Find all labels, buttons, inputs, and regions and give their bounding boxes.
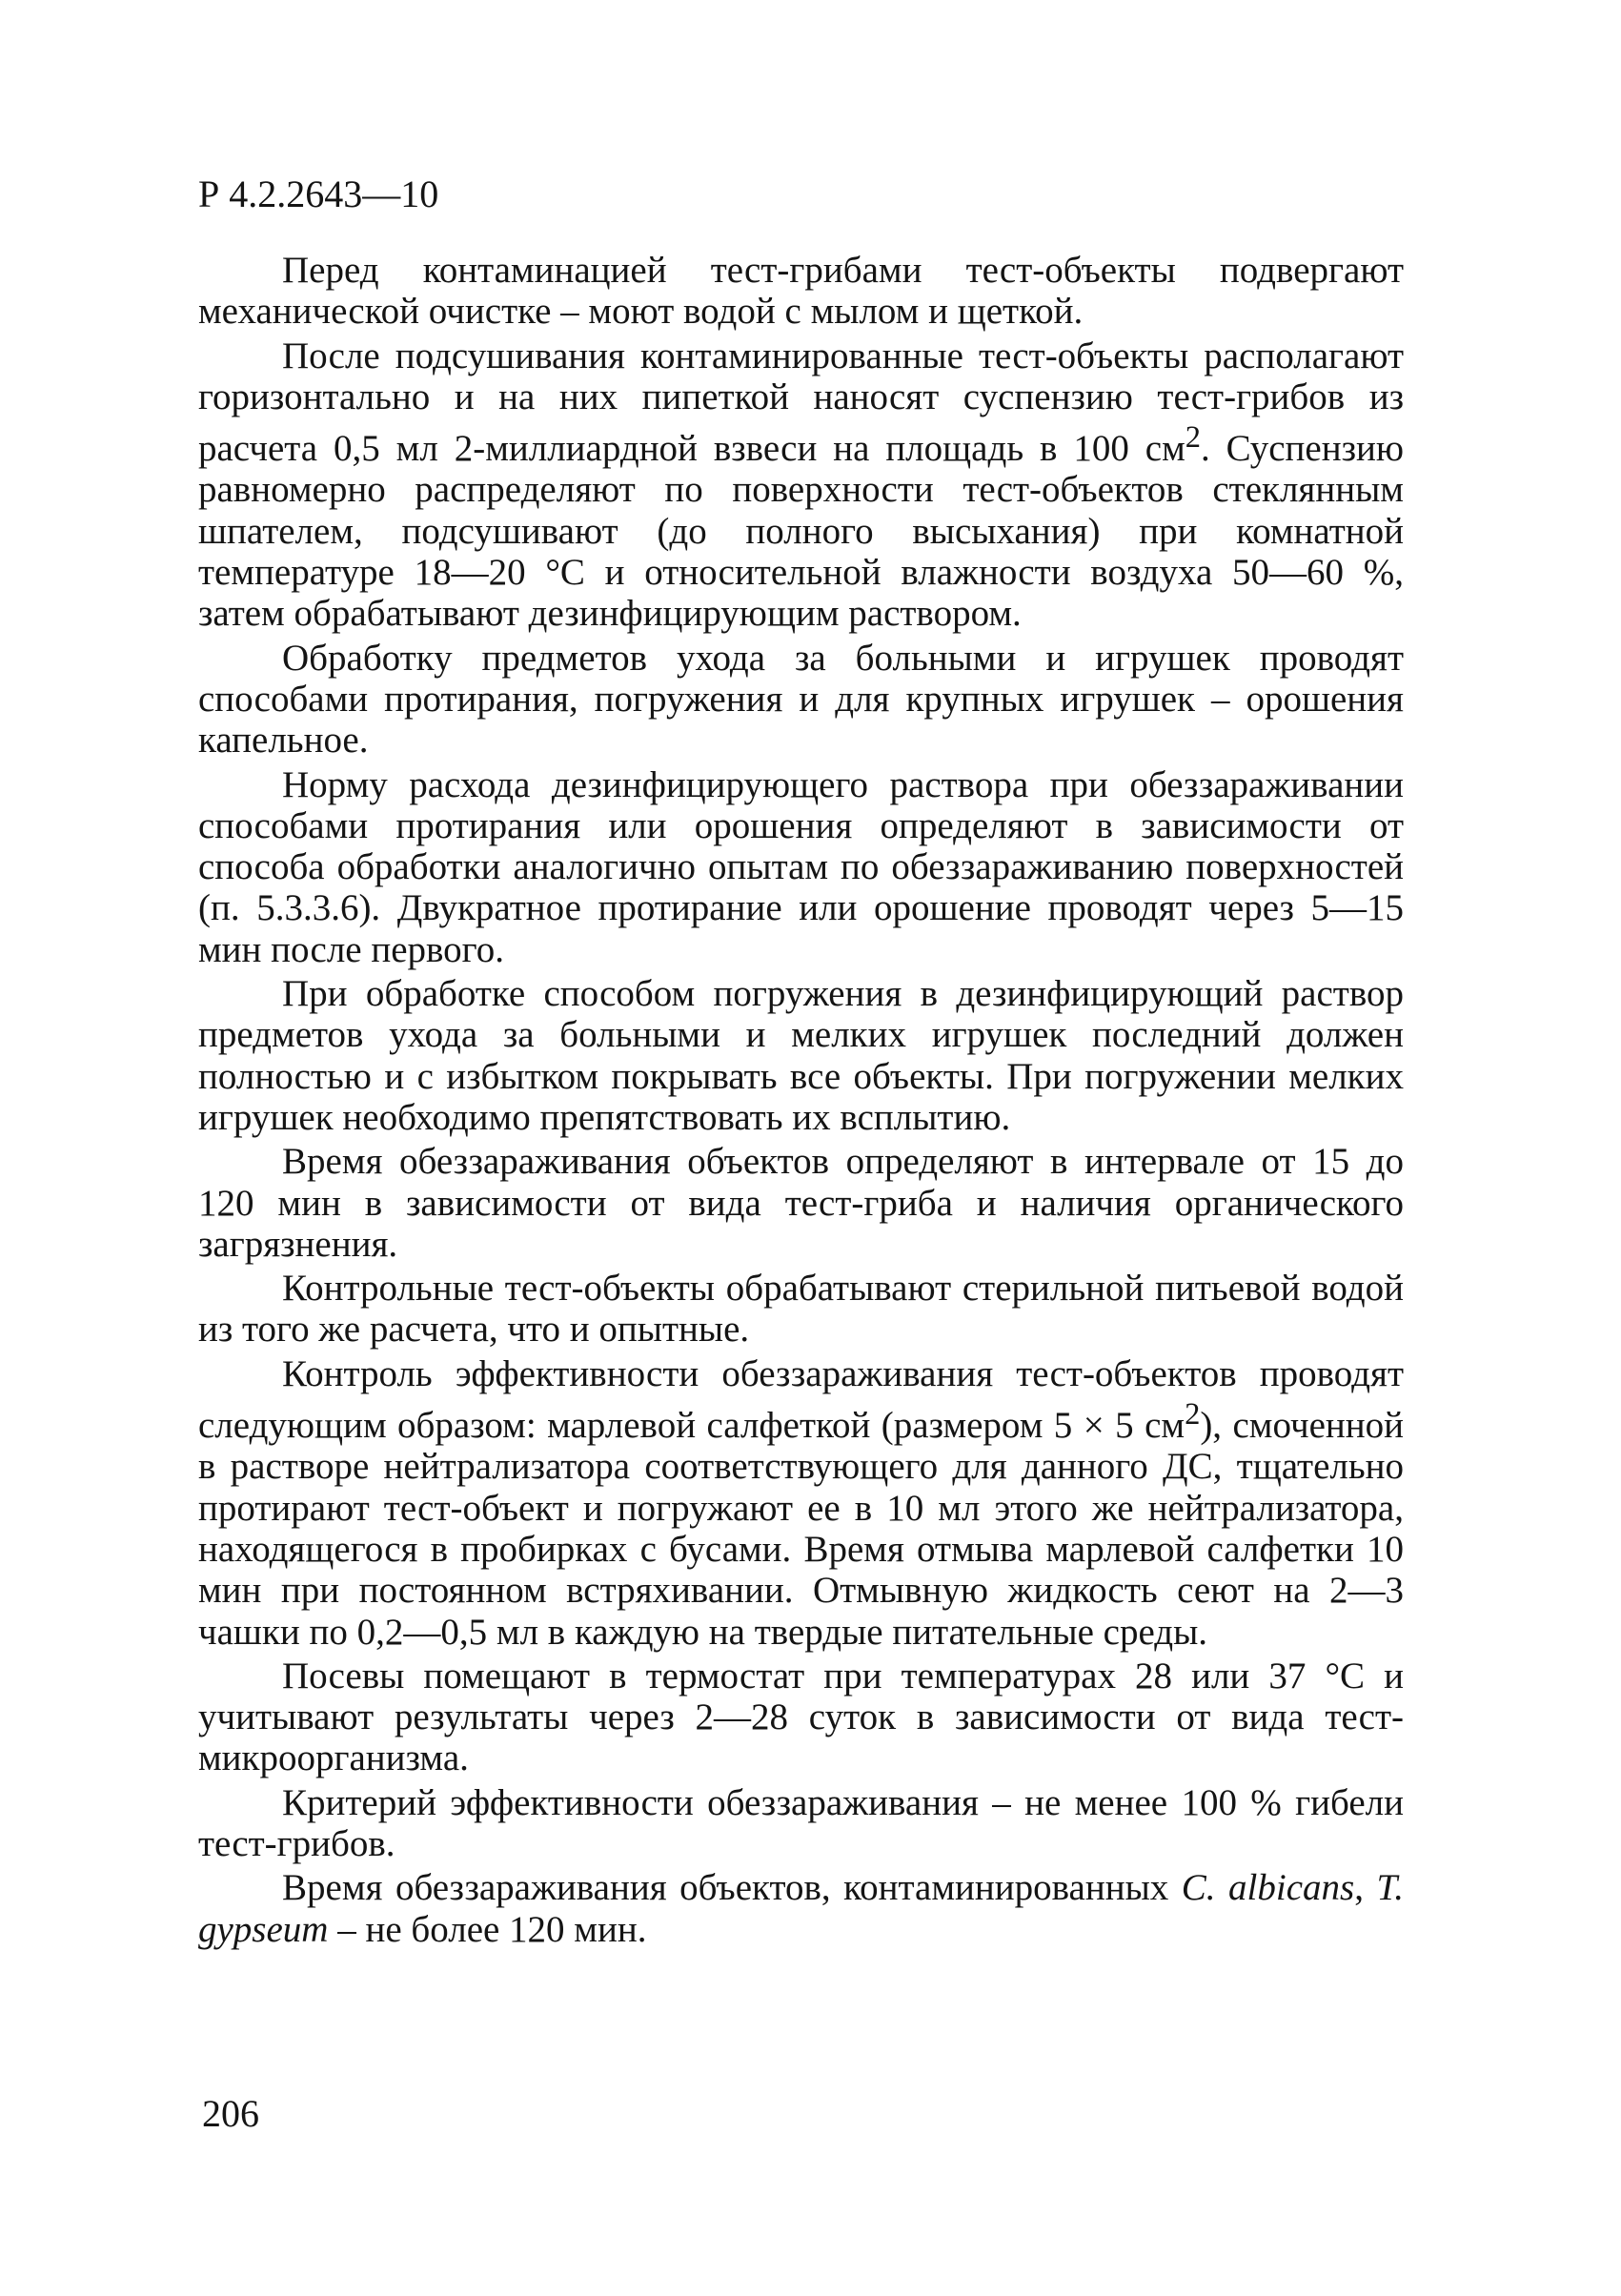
paragraph-text: . Суспензию равномерно распределяют по поверхности тест-объектов стеклянным шпателем, подсушивают (до полного высыхания) при комнатной температуре 18—20 °С и относительной влажности воздуха 50—60 %, затем обрабатывают дезинфицирующим раствором. xyxy=(198,428,1404,635)
superscript: 2 xyxy=(1185,420,1202,456)
paragraph-exposure-time: Время обеззараживания объектов определяют в интервале от 15 до 120 мин в зависимости от вида тест-гриба и наличия органического загрязнения. xyxy=(198,1141,1404,1265)
paragraph-immersion: При обработке способом погружения в дезинфицирующий раствор предметов ухода за больными и мелких игрушек последний должен полностью и с избытком покрывать все объекты. При погружении мелких игрушек необходимо препятствовать их всплытию. xyxy=(198,973,1404,1138)
paragraph-control-objects: Контрольные тест-объекты обрабатывают стерильной питьевой водой из того же расчета, что и опытные. xyxy=(198,1268,1404,1351)
body-text xyxy=(198,250,1404,1950)
species-name: T. gypseum xyxy=(198,1867,1405,1950)
paragraph-precleaning: Перед контаминацией тест-грибами тест-объекты подвергают механической очистке – моют водой с мылом и щеткой. xyxy=(198,250,1404,333)
document-number: Р 4.2.2643—10 xyxy=(198,173,439,215)
paragraph-text: , xyxy=(1354,1867,1377,1909)
paragraph-text: ), смоченной в растворе нейтрализатора соответствующего для данного ДС, тщательно протирают тест-объект и погружают ее в 10 мл этого же нейтрализатора, находящегося в пробирках с бусами. Время отмыва марлевой салфетки 10 мин при постоянном встряхивании. Отмывную жидкость сеют на 2—3 чашки по 0,2—0,5 мл в каждую на твердые питательные среды. xyxy=(198,1405,1404,1653)
superscript: 2 xyxy=(1185,1397,1201,1432)
paragraph-efficacy-control xyxy=(198,1353,1404,1653)
paragraph-treatment-methods: Обработку предметов ухода за больными и игрушек проводят способами протирания, погружения и для крупных игрушек – орошения капельное. xyxy=(198,637,1404,762)
paragraph-criterion: Критерий эффективности обеззараживания – не менее 100 % гибели тест-грибов. xyxy=(198,1781,1404,1864)
paragraph-disinfection-time xyxy=(198,1867,1404,1950)
paragraph-text: После подсушивания контаминированные тест-объекты располагают горизонтально и на них пипеткой наносят суспензию тест-грибов из расчета 0,5 мл 2-миллиардной взвеси на площадь в 100 см xyxy=(198,335,1404,470)
page-number: 206 xyxy=(202,2092,259,2135)
paragraph-contamination xyxy=(198,335,1404,635)
species-name: C. albicans xyxy=(1181,1867,1355,1909)
paragraph-incubation: Посевы помещают в термостат при температурах 28 или 37 °С и учитывают результаты через 2—28 суток в зависимости от вида тест-микроорганизма. xyxy=(198,1655,1404,1779)
paragraph-consumption-rate: Норму расхода дезинфицирующего раствора при обеззараживании способами протирания или орошения определяют в зависимости от способа обработки аналогично опытам по обеззараживанию поверхностей (п. 5.3.3.6). Двукратное протирание или орошение проводят через 5—15 мин после первого. xyxy=(198,763,1404,970)
paragraph-text: Время обеззараживания объектов, контаминированных xyxy=(282,1867,1182,1909)
paragraph-text: – не более 120 мин. xyxy=(328,1908,647,1950)
paragraph-text: Контроль эффективности обеззараживания тест-объектов проводят следующим образом: марлевой салфеткой (размером 5 × 5 см xyxy=(198,1352,1404,1447)
